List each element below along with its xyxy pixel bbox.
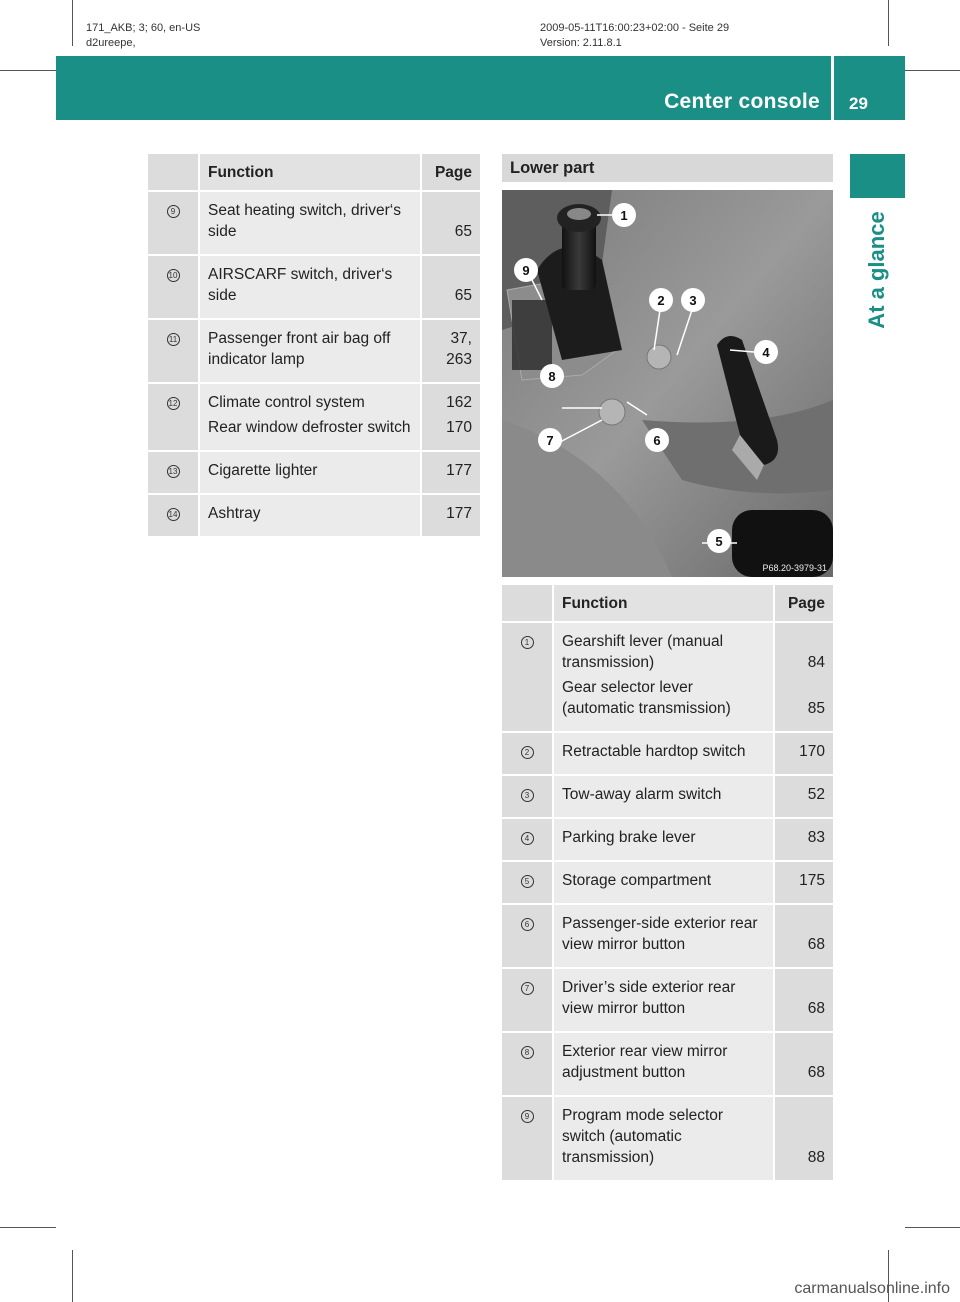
function-cell: Retractable hardtop switch (554, 733, 773, 776)
lower-part-heading: Lower part (502, 154, 833, 182)
header-separator (831, 56, 834, 120)
number-column-header (148, 154, 200, 192)
callout-label: 2 (657, 293, 665, 308)
item-number (502, 862, 554, 905)
item-number (502, 819, 554, 862)
page-cell: 177 (420, 495, 480, 538)
callout-label: 5 (715, 534, 723, 549)
callout-number-icon: 9 (521, 1110, 534, 1123)
table-row (502, 733, 833, 776)
callout-number-icon: 3 (521, 789, 534, 802)
item-number-empty (148, 417, 200, 452)
item-number (502, 905, 554, 969)
callout-number-icon: 5 (521, 875, 534, 888)
function-cell: Tow-away alarm switch (554, 776, 773, 819)
table-row (502, 969, 833, 1033)
page-cell: 177 (420, 452, 480, 495)
table-row (502, 862, 833, 905)
center-console-photo (502, 190, 833, 577)
function-cell: Exterior rear view mirror adjustment button (554, 1033, 773, 1097)
page-cell: 84 (773, 623, 833, 677)
function-cell: Rear window defroster switch (200, 417, 420, 452)
function-cell: Passenger front air bag off indicator lamp (200, 320, 420, 384)
function-cell: Storage compartment (554, 862, 773, 905)
table-row (502, 819, 833, 862)
print-meta-right (540, 21, 729, 51)
page-column-header: Page (420, 154, 480, 192)
function-cell: AIRSCARF switch, driver‘s side (200, 256, 420, 320)
header-bar (56, 56, 905, 120)
page-cell: 65 (420, 256, 480, 320)
page-cell: 85 (773, 677, 833, 733)
section-heading: Center console (664, 90, 820, 113)
function-column-header: Function (554, 585, 773, 623)
table-header-row (148, 154, 480, 192)
callout-number-icon: 9 (167, 205, 180, 218)
callout-label: 3 (689, 293, 697, 308)
callout-number-icon: 14 (167, 508, 180, 521)
table-row (502, 623, 833, 677)
page-cell: 83 (773, 819, 833, 862)
print-meta-line: Version: 2.11.8.1 (540, 37, 622, 49)
callout-label: 8 (548, 369, 556, 384)
callout-number-icon: 10 (167, 269, 180, 282)
function-cell: Gearshift lever (manual transmission) (554, 623, 773, 677)
table-row-continuation (502, 677, 833, 733)
page-cell: 37, 263 (420, 320, 480, 384)
number-column-header (502, 585, 554, 623)
item-number (502, 1033, 554, 1097)
function-cell: Gear selector lever (automatic transmission) (554, 677, 773, 733)
table-row (502, 776, 833, 819)
callout-label: 4 (762, 345, 770, 360)
function-cell: Climate control system (200, 384, 420, 417)
callout-number-icon: 12 (167, 397, 180, 410)
function-cell: Seat heating switch, driver‘s side (200, 192, 420, 256)
table-row-continuation (148, 417, 480, 452)
crop-mark (0, 70, 56, 71)
crop-mark (905, 70, 960, 71)
function-cell: Driver’s side exterior rear view mirror button (554, 969, 773, 1033)
table-row (148, 495, 480, 538)
callout-number-icon: 7 (521, 982, 534, 995)
page-cell: 68 (773, 905, 833, 969)
print-meta-line: 171_AKB; 3; 60, en-US (86, 22, 201, 34)
side-tab-marker (850, 154, 905, 198)
print-meta-left (86, 21, 200, 51)
page-column-header: Page (773, 585, 833, 623)
print-meta-line: 2009-05-11T16:00:23+02:00 - Seite 29 (540, 22, 730, 34)
upper-function-table (148, 154, 480, 538)
function-cell: Passenger-side exterior rear view mirror button (554, 905, 773, 969)
table-row (148, 320, 480, 384)
image-code: P68.20-3979-31 (762, 563, 827, 573)
page-number: 29 (849, 94, 868, 113)
callout-label: 6 (653, 433, 661, 448)
side-tab-label: At a glance (864, 211, 889, 329)
function-cell: Cigarette lighter (200, 452, 420, 495)
page-cell: 88 (773, 1097, 833, 1182)
lower-function-table (502, 585, 833, 1182)
function-column-header: Function (200, 154, 420, 192)
item-number (502, 733, 554, 776)
page-cell: 65 (420, 192, 480, 256)
item-number-empty (502, 677, 554, 733)
crop-mark (888, 0, 889, 46)
callout-number-icon: 2 (521, 746, 534, 759)
callout-number-icon: 4 (521, 832, 534, 845)
watermark: carmanualsonline.info (794, 1280, 950, 1297)
table-row (502, 1097, 833, 1182)
item-number (502, 776, 554, 819)
callout-number-icon: 6 (521, 918, 534, 931)
function-cell: Parking brake lever (554, 819, 773, 862)
crop-mark (0, 1227, 56, 1228)
table-row (502, 905, 833, 969)
function-cell: Program mode selector switch (automatic transmission) (554, 1097, 773, 1182)
callout-number-icon: 1 (521, 636, 534, 649)
crop-mark (72, 0, 73, 46)
page-cell: 170 (773, 733, 833, 776)
callout-number-icon: 11 (167, 333, 180, 346)
callout-number-icon: 13 (167, 465, 180, 478)
page-cell: 175 (773, 862, 833, 905)
crop-mark (72, 1250, 73, 1302)
callout-label: 1 (620, 208, 628, 223)
item-number (502, 969, 554, 1033)
table-header-row (502, 585, 833, 623)
item-number (148, 384, 200, 417)
item-number (502, 623, 554, 677)
callout-number-icon: 8 (521, 1046, 534, 1059)
page-cell: 68 (773, 969, 833, 1033)
table-row (148, 384, 480, 417)
item-number (148, 495, 200, 538)
item-number (148, 452, 200, 495)
item-number (148, 256, 200, 320)
callout-label: 9 (522, 263, 530, 278)
page-cell: 68 (773, 1033, 833, 1097)
print-meta-line: d2ureepe, (86, 37, 136, 49)
crop-mark (905, 1227, 960, 1228)
table-row (148, 452, 480, 495)
item-number (502, 1097, 554, 1182)
function-cell: Ashtray (200, 495, 420, 538)
table-row (148, 256, 480, 320)
page-cell: 170 (420, 417, 480, 452)
table-row (148, 192, 480, 256)
item-number (148, 320, 200, 384)
center-console-illustration (502, 190, 833, 577)
table-row (502, 1033, 833, 1097)
page-cell: 162 (420, 384, 480, 417)
callout-label: 7 (546, 433, 554, 448)
item-number (148, 192, 200, 256)
page-cell: 52 (773, 776, 833, 819)
